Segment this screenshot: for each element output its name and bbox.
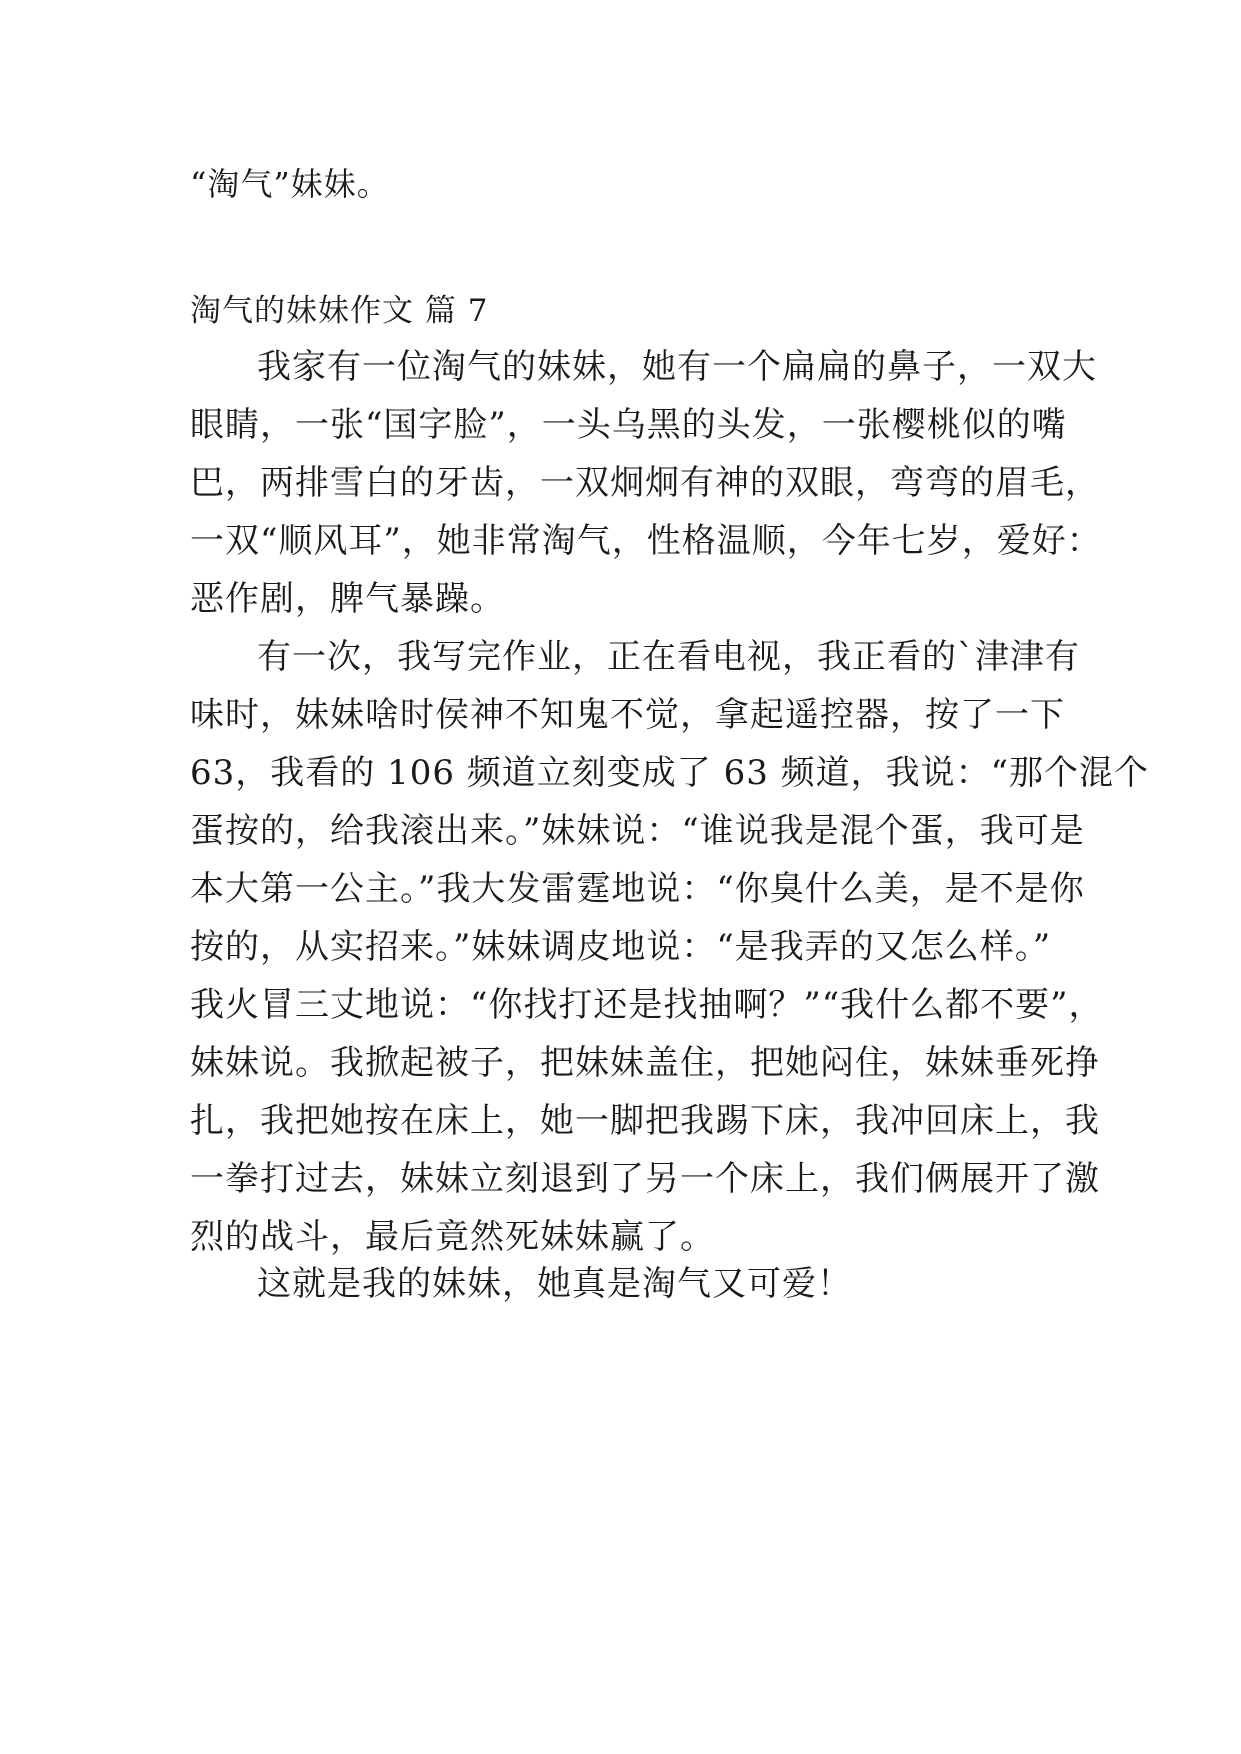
paragraph-line: 我家有一位淘气的妹妹，她有一个扁扁的鼻子，一双大 [257,347,1097,387]
carryover-text: “淘气”妹妹。 [190,165,390,203]
essay-heading: 淘气的妹妹作文 篇 7 [190,293,489,329]
paragraph-line: 恶作剧，脾气暴躁。 [190,579,505,619]
paragraph-line: 有一次，我写完作业，正在看电视，我正看的`津津有 [257,637,1080,677]
paragraph-1 [190,338,1102,628]
paragraph-3 [190,1255,1055,1313]
paragraph-line: 按的，从实招来。”妹妹调皮地说：“是我弄的又怎么样。” [190,927,1052,967]
paragraph-2 [190,628,1150,1266]
paragraph-line: 这就是我的妹妹，她真是淘气又可爱！ [257,1264,852,1304]
paragraph-line: 蛋按的，给我滚出来。”妹妹说：“谁说我是混个蛋，我可是 [190,811,1085,851]
paragraph-line: 眼睛，一张“国字脸”，一头乌黑的头发，一张樱桃似的嘴 [190,405,1067,445]
paragraph-line: 扎，我把她按在床上，她一脚把我踢下床，我冲回床上，我 [190,1101,1100,1141]
paragraph-line: 本大第一公主。”我大发雷霆地说：“你臭什么美，是不是你 [190,869,1085,909]
paragraph-line: 63，我看的 106 频道立刻变成了 63 频道，我说：“那个混个 [190,753,1150,793]
paragraph-line: 我火冒三丈地说：“你找打还是找抽啊？”“我什么都不要”， [190,985,1104,1025]
paragraph-line: 一拳打过去，妹妹立刻退到了另一个床上，我们俩展开了激 [190,1159,1100,1199]
paragraph-line: 妹妹说。我掀起被子，把妹妹盖住，把她闷住，妹妹垂死挣 [190,1043,1100,1083]
paragraph-line: 一双“顺风耳”，她非常淘气，性格温顺，今年七岁，爱好： [190,521,1102,561]
paragraph-line: 味时，妹妹啥时侯神不知鬼不觉，拿起遥控器，按了一下 [190,695,1065,735]
paragraph-line: 烈的战斗，最后竟然死妹妹赢了。 [190,1217,715,1257]
paragraph-line: 巴，两排雪白的牙齿，一双炯炯有神的双眼，弯弯的眉毛， [190,463,1100,503]
